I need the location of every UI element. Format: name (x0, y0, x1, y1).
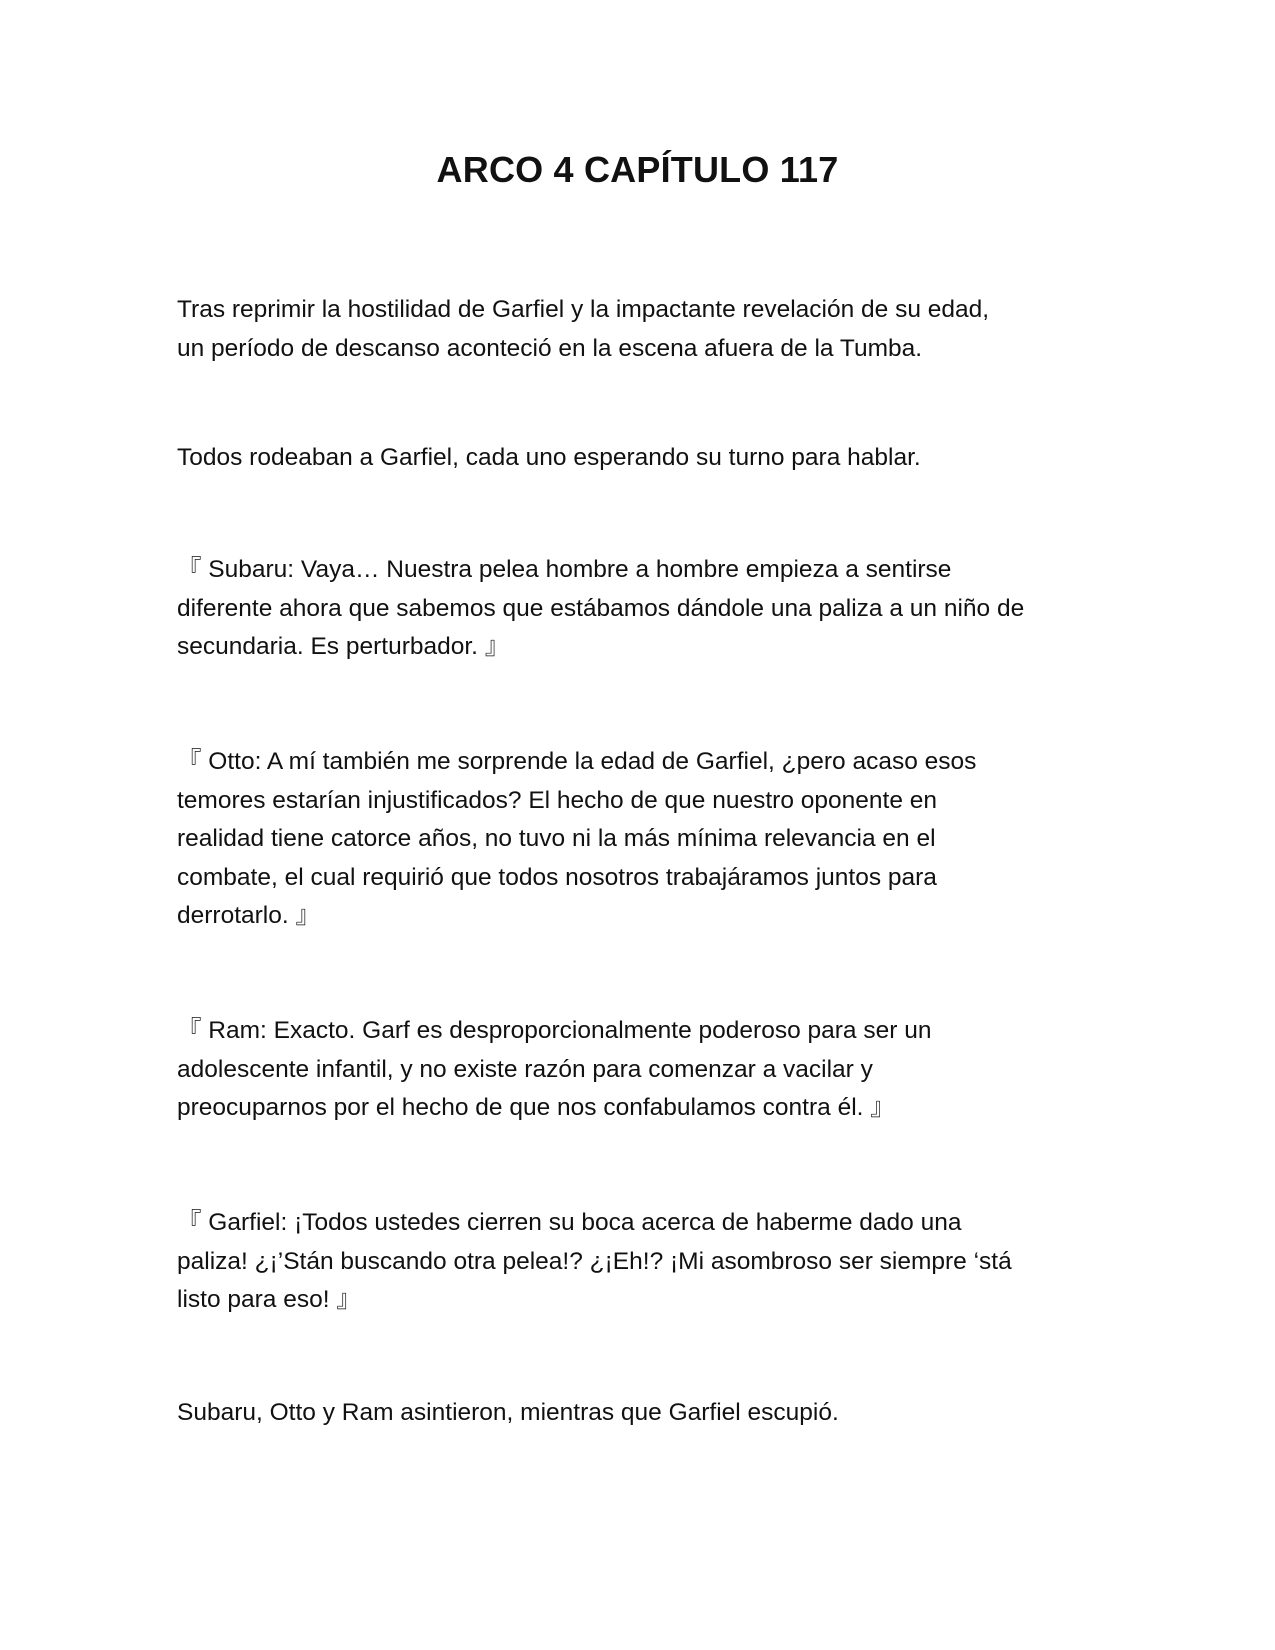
paragraph-gathering: Todos rodeaban a Garfiel, cada uno esperando su turno para hablar. (177, 444, 921, 471)
chapter-title: ARCO 4 CAPÍTULO 117 (436, 149, 839, 190)
paragraph-intro: Tras reprimir la hostilidad de Garfiel y la impactante revelación de su edad, un período de descanso aconteció en la escena afuera de la Tumba. (177, 296, 990, 362)
paragraph-closing: Subaru, Otto y Ram asintieron, mientras que Garfiel escupió. (177, 1399, 839, 1426)
dialogue-otto: 『 Otto: A mí también me sorprende la edad de Garfiel, ¿pero acaso esos temores estarían injustificados? El hecho de que nuestro oponente en realidad tiene catorce años, no tuvo ni la más mínima relevancia en el combate, el cual requirió que todos nosotros trabajáramos juntos para derrotarlo. 』 (177, 748, 977, 929)
dialogue-subaru: 『 Subaru: Vaya… Nuestra pelea hombre a hombre empieza a sentirse diferente ahora que sabemos que estábamos dándole una paliza a un niño de secundaria. Es perturbador. 』 (177, 556, 1025, 660)
dialogue-ram: 『 Ram: Exacto. Garf es desproporcionalmente poderoso para ser un adolescente infantil, y no existe razón para comenzar a vacilar y preocuparnos por el hecho de que nos confabulamos contra él. 』 (177, 1017, 932, 1121)
dialogue-garfiel: 『 Garfiel: ¡Todos ustedes cierren su boca acerca de haberme dado una paliza! ¿¡’Stán buscando otra pelea!? ¿¡Eh!? ¡Mi asombroso ser siempre ‘stá listo para eso! 』 (177, 1209, 1012, 1313)
